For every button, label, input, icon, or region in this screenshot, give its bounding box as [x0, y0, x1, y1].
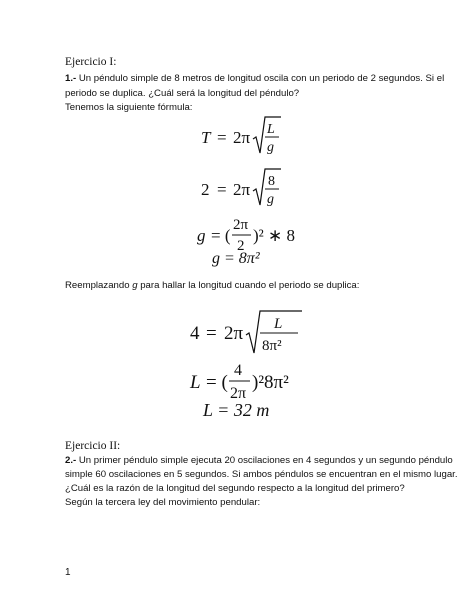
eq1-num: L — [267, 122, 275, 137]
svg-text:=: = — [217, 180, 227, 199]
equation-solve-L — [188, 360, 308, 404]
replacement-text-post: para hallar la longitud cuando el periodo se duplica: — [137, 280, 360, 291]
eq5-num: L — [274, 316, 283, 332]
exercise-1-statement-line-1 — [65, 73, 444, 84]
exercise-1-number: 1.- — [65, 73, 77, 84]
eq3-lhs: g — [197, 226, 206, 245]
exercise-2-statement-line-1 — [65, 455, 453, 466]
eq6-num: 4 — [234, 362, 242, 379]
eq3-rest: )² ∗ 8 — [253, 226, 296, 245]
eq5-coef: 2π — [224, 323, 244, 344]
replacement-sentence — [65, 280, 359, 291]
eq1-coef: 2π — [233, 128, 251, 147]
exercise-2-number: 2.- — [65, 455, 77, 466]
svg-text:= (: = ( — [206, 372, 228, 393]
replacement-variable: g — [132, 280, 138, 291]
equation-period-formula — [195, 113, 285, 163]
eq1-lhs: T — [201, 128, 211, 147]
exercise-1-intro: Tenemos la siguiente fórmula: — [65, 102, 193, 113]
eq2-lhs: 2 — [201, 180, 210, 199]
eq3-num: 2π — [233, 217, 249, 233]
eq2-num: 8 — [268, 174, 275, 189]
eq6-den: 2π — [230, 385, 247, 402]
exercise-2-heading: Ejercicio II: — [65, 440, 121, 452]
eq1-den: g — [267, 140, 274, 155]
eq5-den: 8π² — [262, 338, 282, 354]
eq5-lhs: 4 — [190, 323, 200, 344]
eq6-lhs: L — [190, 372, 201, 393]
eq2-coef: 2π — [233, 180, 251, 199]
eq2-den: g — [267, 192, 274, 207]
equation-substituted — [195, 165, 285, 215]
svg-text:=: = — [217, 128, 227, 147]
equation-solve-g — [195, 215, 305, 255]
exercise-1-statement-line-2: periodo se duplica. ¿Cuál será la longitud del péndulo? — [65, 88, 300, 99]
equation-doubled-period — [188, 307, 308, 362]
exercise-2-statement-line-4: Según la tercera ley del movimiento pendular: — [65, 497, 261, 508]
svg-text:=: = — [206, 323, 217, 344]
replacement-text-pre: Reemplazando — [65, 280, 133, 291]
eq6-rest: )²8π² — [252, 372, 289, 393]
page-number: 1 — [65, 567, 71, 578]
exercise-2-statement-line-3: ¿Cuál es la razón de la longitud del segundo respecto a la longitud del primero? — [65, 483, 405, 494]
exercise-2-text-1: Un primer péndulo simple ejecuta 20 oscilaciones en 4 segundos y un segundo péndulo — [76, 455, 453, 466]
equation-g-result: g = 8π² — [212, 250, 260, 267]
equation-final-result: L = 32 m — [203, 400, 270, 420]
eq3-den: 2 — [237, 238, 245, 254]
exercise-2-statement-line-2: simple 60 oscilaciones en 5 segundos. Si ambos péndulos se encuentran en el mismo lugar. — [65, 469, 458, 480]
svg-text:= (: = ( — [211, 226, 231, 245]
exercise-1-heading: Ejercicio I: — [65, 56, 117, 68]
exercise-1-text-1: Un péndulo simple de 8 metros de longitud oscila con un periodo de 2 segundos. Si el — [76, 73, 445, 84]
